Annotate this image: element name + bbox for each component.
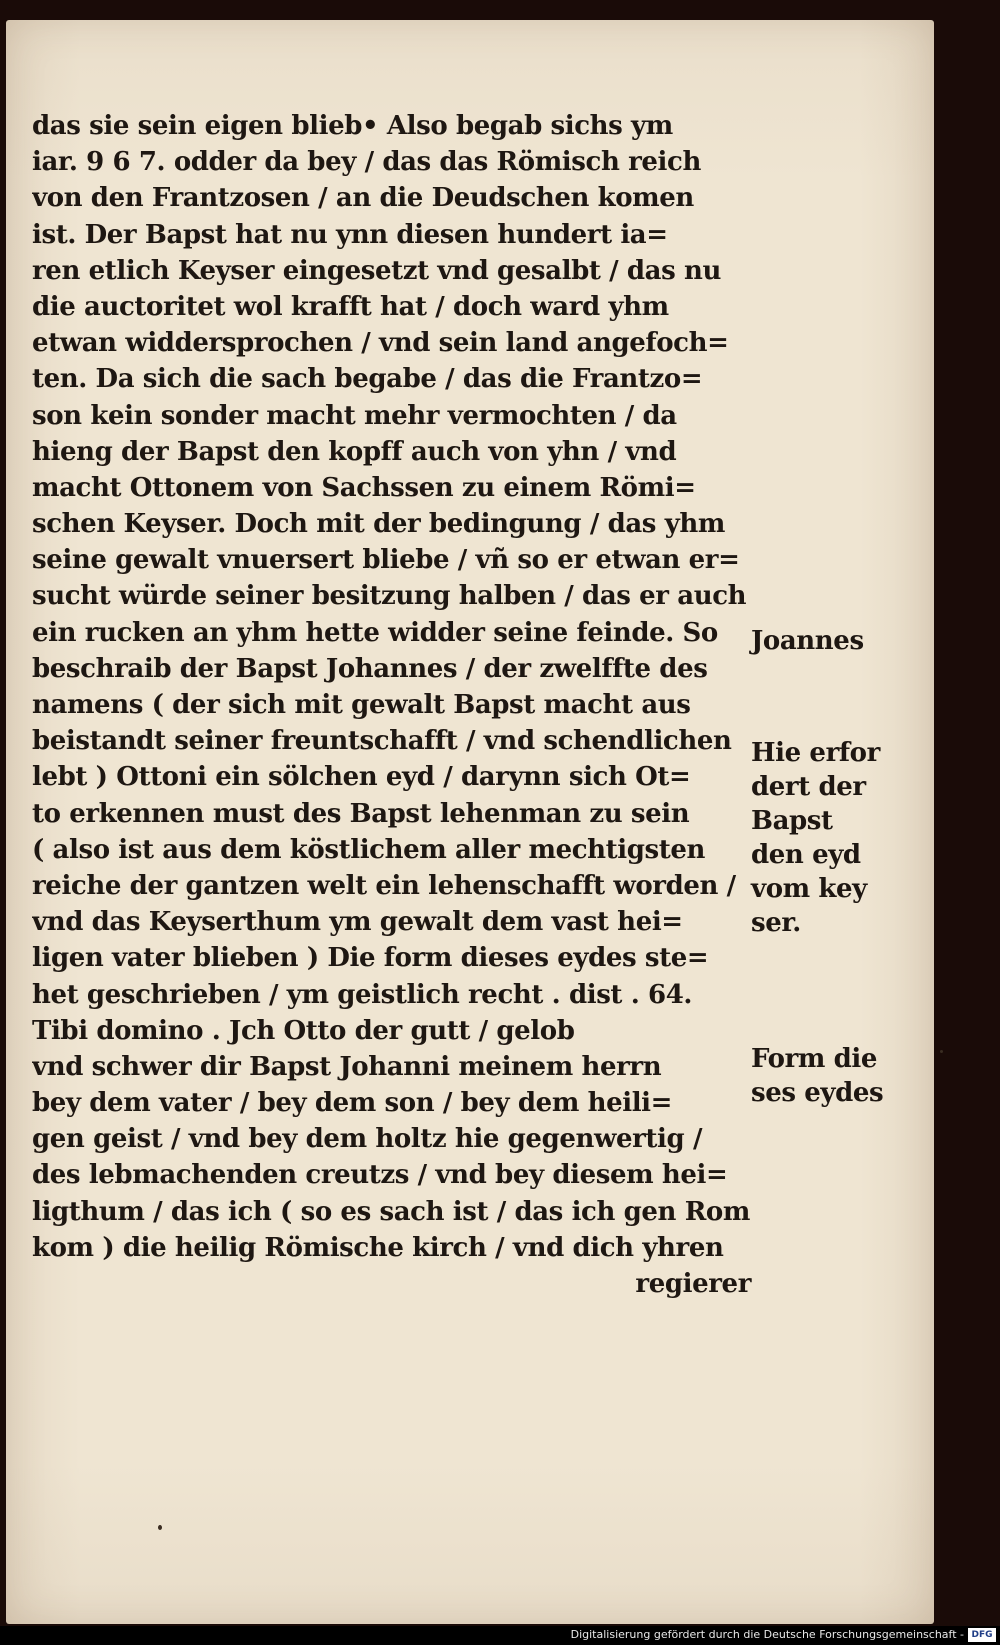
text-line: het geschrieben / ym geistlich recht . dist . 64.	[32, 979, 693, 1010]
footer-bar	[0, 1626, 1000, 1645]
text-line: son kein sonder macht mehr vermochten / da	[32, 400, 677, 431]
text-line: lebt ) Ottoni ein sölchen eyd / darynn sich Ot=	[32, 762, 691, 793]
margin-note-line: ses eydes	[751, 1078, 884, 1108]
text-line: seine gewalt vnuersert bliebe / vñ so er etwan er=	[32, 545, 740, 576]
text-line: ten. Da sich die sach begabe / das die Frantzo=	[32, 364, 703, 395]
text-line: vnd das Keyserthum ym gewalt dem vast hei=	[32, 907, 683, 938]
text-line: macht Ottonem von Sachssen zu einem Römi=	[32, 472, 696, 503]
text-line: ligen vater blieben ) Die form dieses eydes ste=	[32, 943, 709, 974]
funding-notice: Digitalisierung gefördert durch die Deutsche Forschungsgemeinschaft -	[570, 1628, 964, 1641]
margin-note-line: Bapst	[751, 806, 833, 836]
margin-note-line: ser.	[751, 908, 801, 938]
text-line: ist. Der Bapst hat nu ynn diesen hundert ia=	[32, 219, 668, 250]
margin-note-line: den eyd	[751, 840, 861, 870]
book-page	[6, 20, 934, 1624]
text-line: von den Frantzosen / an die Deudschen komen	[32, 183, 694, 214]
margin-note-line: Joannes	[751, 626, 864, 656]
margin-note-oath-form	[751, 1042, 883, 1110]
text-line: ligthum / das ich ( so es sach ist / das ich gen Rom	[32, 1196, 750, 1227]
text-line: gen geist / vnd bey dem holtz hie gegenwertig /	[32, 1124, 703, 1155]
text-line: sucht würde seiner besitzung halben / das er auch	[32, 581, 747, 612]
margin-note-joannes	[751, 624, 864, 658]
text-line: die auctoritet wol krafft hat / doch ward yhm	[32, 291, 669, 322]
ink-speck	[940, 1050, 943, 1053]
margin-note-line: Hie erfor	[751, 738, 880, 768]
text-line: to erkennen must des Bapst lehenman zu sein	[32, 798, 690, 829]
text-line: das sie sein eigen blieb• Also begab sichs ym	[32, 111, 673, 141]
catchword: regierer	[635, 1269, 751, 1299]
text-line: reiche der gantzen welt ein lehenschafft worden /	[32, 870, 736, 901]
text-line: ein rucken an yhm hette widder seine feinde. So	[32, 617, 718, 648]
margin-note-oath-demand	[751, 736, 880, 940]
text-line: ren etlich Keyser eingesetzt vnd gesalbt / das nu	[32, 255, 721, 286]
text-line: des lebmachenden creutzs / vnd bey diesem hei=	[32, 1160, 728, 1191]
text-line: iar. 9 6 7. odder da bey / das das Römisch reich	[32, 147, 701, 178]
ink-speck	[158, 1525, 162, 1530]
text-line: namens ( der sich mit gewalt Bapst macht aus	[32, 690, 691, 720]
main-text-block	[32, 108, 757, 1302]
text-line: beschraib der Bapst Johannes / der zwelffte des	[32, 653, 708, 684]
text-line: hieng der Bapst den kopff auch von yhn / vnd	[32, 436, 677, 467]
dfg-logo: DFG	[968, 1628, 996, 1642]
text-line: kom ) die heilig Römische kirch / vnd dich yhren	[32, 1232, 724, 1263]
text-line: Tibi domino . Jch Otto der gutt / gelob	[32, 1015, 575, 1046]
text-line: beistandt seiner freuntschafft / vnd schendlichen	[32, 726, 732, 757]
text-line: bey dem vater / bey dem son / bey dem heili=	[32, 1088, 673, 1119]
text-line: vnd schwer dir Bapst Johanni meinem herrn	[32, 1051, 662, 1082]
margin-note-line: Form die	[751, 1044, 878, 1074]
text-line: schen Keyser. Doch mit der bedingung / das yhm	[32, 509, 726, 540]
text-line: ( also ist aus dem köstlichem aller mechtigsten	[32, 834, 706, 865]
text-line: etwan widdersprochen / vnd sein land angefoch=	[32, 328, 729, 359]
margin-note-line: dert der	[751, 772, 866, 802]
margin-note-line: vom key	[751, 874, 867, 904]
